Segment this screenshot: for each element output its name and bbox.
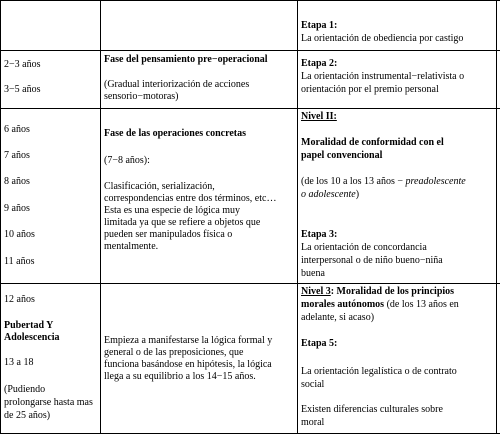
age-label: 12 años bbox=[4, 294, 35, 305]
rule bbox=[0, 283, 500, 284]
stage-title: Pubertad Y bbox=[4, 320, 54, 331]
nivel-3-title: morales autónomos bbox=[301, 299, 385, 310]
rule bbox=[0, 0, 500, 1]
phase-text: mentalmente. bbox=[104, 241, 159, 252]
cultural-note: Existen diferencias culturales sobre bbox=[301, 404, 443, 415]
age-label: 6 años bbox=[4, 124, 30, 135]
phase-title: Fase de las operaciones concretas bbox=[104, 128, 247, 139]
phase-text: sensorio−motoras) bbox=[104, 91, 179, 102]
phase-text: Esta es una especie de lógica muy bbox=[104, 205, 241, 216]
rule bbox=[0, 0, 1, 434]
phase-text: correspondencias entre dos términos, etc… bbox=[104, 193, 277, 204]
range-italic: o adolescente bbox=[301, 189, 356, 200]
nivel-3-heading bbox=[301, 299, 459, 311]
age-label: 11 años bbox=[4, 256, 35, 267]
rule bbox=[496, 0, 497, 434]
nivel-2-title: papel convencional bbox=[301, 150, 383, 161]
nivel-2-range bbox=[301, 176, 466, 188]
nivel-2-title: Moralidad de conformidad con el bbox=[301, 137, 444, 148]
age-label: 3−5 años bbox=[4, 84, 41, 95]
etapa-5-heading: Etapa 5: bbox=[301, 338, 338, 349]
phase-text: limitada ya que se refiere a objetos que bbox=[104, 217, 261, 228]
age-label: 2−3 años bbox=[4, 59, 41, 70]
etapa-5-text: social bbox=[301, 379, 325, 390]
etapa-2-heading: Etapa 2: bbox=[301, 58, 338, 69]
etapa-3-heading: Etapa 3: bbox=[301, 229, 338, 240]
range-italic: preadolescente bbox=[405, 176, 466, 187]
phase-text: Clasificación, serialización, bbox=[104, 181, 215, 192]
phase-text: Empieza a manifestarse la lógica formal y bbox=[104, 335, 273, 346]
nivel-2-range bbox=[301, 189, 359, 201]
nivel-3-heading bbox=[301, 286, 454, 298]
rule bbox=[0, 108, 500, 109]
etapa-2-text: La orientación instrumental−relativista o bbox=[301, 71, 465, 82]
age-note: (Pudiendo bbox=[4, 384, 46, 395]
etapa-3-text: buena bbox=[301, 268, 325, 279]
nivel-2-heading: Nivel II: bbox=[301, 111, 337, 122]
phase-text: llega a su equilibrio a los 14−15 años. bbox=[104, 371, 256, 382]
etapa-1-heading: Etapa 1: bbox=[301, 20, 338, 31]
rule bbox=[100, 0, 101, 434]
etapa-1-text: La orientación de obediencia por castigo bbox=[301, 33, 464, 44]
phase-text: pueden ser manipulados física o bbox=[104, 229, 233, 240]
etapa-3-text: interpersonal o de niño bueno−niña bbox=[301, 255, 443, 266]
rule bbox=[297, 0, 298, 434]
range-suffix: ) bbox=[355, 189, 360, 200]
etapa-5-text: La orientación legalística o de contrato bbox=[301, 366, 457, 377]
age-label: 7 años bbox=[4, 150, 30, 161]
age-label: 9 años bbox=[4, 203, 30, 214]
etapa-3-text: La orientación de concordancia bbox=[301, 242, 427, 253]
rule bbox=[0, 433, 500, 434]
stage-title: Adolescencia bbox=[4, 332, 60, 343]
nivel-3-title: : Moralidad de los principios bbox=[330, 286, 455, 297]
nivel-3-label: Nivel 3 bbox=[301, 286, 331, 297]
age-note: de 25 años) bbox=[4, 410, 51, 421]
cultural-note: moral bbox=[301, 417, 325, 428]
nivel-3-range: adelante, si acaso) bbox=[301, 312, 375, 323]
etapa-2-text: orientación por el premio personal bbox=[301, 84, 439, 95]
age-label: 8 años bbox=[4, 176, 30, 187]
age-range: 13 a 18 bbox=[4, 357, 34, 368]
age-note: prolongarse hasta mas bbox=[4, 397, 93, 408]
nivel-3-range: (de los 13 años en bbox=[384, 299, 459, 310]
phase-text: general o de las preposiciones, que bbox=[104, 347, 244, 358]
phase-text: funciona basándose en hipótesis, la lógica bbox=[104, 359, 272, 370]
phase-title: Fase del pensamiento pre−operacional bbox=[104, 54, 268, 65]
age-label: 10 años bbox=[4, 229, 35, 240]
phase-text: (Gradual interiorización de acciones bbox=[104, 79, 250, 90]
rule bbox=[0, 50, 500, 51]
phase-ages: (7−8 años): bbox=[104, 155, 150, 166]
range-prefix: (de los 10 a los 13 años − bbox=[301, 176, 404, 187]
